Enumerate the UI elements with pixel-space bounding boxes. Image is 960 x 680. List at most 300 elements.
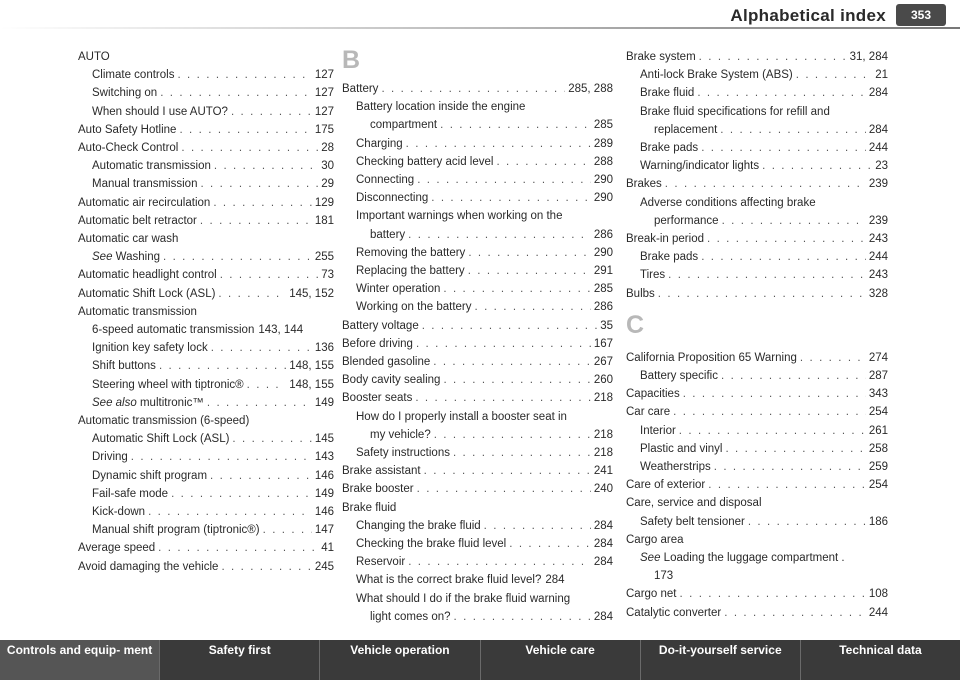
page-reference[interactable]: 286	[593, 301, 613, 314]
page-reference[interactable]: 145, 152	[289, 287, 334, 300]
page-reference[interactable]: 239	[868, 178, 888, 191]
index-entry	[626, 494, 888, 512]
dot-leader	[415, 389, 590, 407]
index-entry	[342, 298, 613, 316]
dot-leader	[210, 467, 312, 485]
page-reference[interactable]: 149	[314, 487, 334, 500]
index-entry	[78, 175, 334, 193]
page-reference[interactable]: 218	[593, 392, 613, 405]
index-entry-term: Automatic Shift Lock (ASL)	[78, 287, 216, 300]
index-column-3	[626, 48, 888, 622]
dot-leader	[231, 103, 312, 121]
page-reference[interactable]: 129	[314, 196, 334, 209]
index-entry-term: Battery voltage	[342, 319, 419, 332]
index-entry-term: How do I properly install a booster seat in	[356, 410, 567, 423]
index-entry	[78, 266, 334, 284]
index-entry-term: replacement	[654, 123, 718, 136]
index-entry	[78, 84, 334, 102]
page-reference[interactable]: 290	[593, 246, 613, 259]
page-reference[interactable]: 284	[868, 123, 888, 136]
index-entry-term: Tires	[640, 269, 666, 282]
page-reference[interactable]: 288	[593, 155, 613, 168]
index-entry	[342, 426, 613, 444]
page-reference[interactable]: 284	[593, 556, 613, 569]
index-list	[626, 349, 888, 622]
section-letter-c: C	[626, 310, 645, 339]
page-reference[interactable]: 241	[593, 465, 613, 478]
see-target: Washing	[115, 251, 160, 264]
dot-leader	[424, 462, 591, 480]
index-column-1	[78, 48, 334, 576]
page-reference[interactable]: 260	[593, 374, 613, 387]
index-entry-term: Kick-down	[92, 506, 146, 519]
page-reference[interactable]: 255	[314, 251, 334, 264]
page-reference[interactable]: 218	[593, 428, 613, 441]
index-entry	[626, 440, 888, 458]
page-reference[interactable]: 285	[593, 119, 613, 132]
page-reference[interactable]: 289	[593, 137, 613, 150]
index-entry	[342, 226, 613, 244]
index-entry-term: Capacities	[626, 388, 680, 401]
dot-leader	[484, 517, 591, 535]
index-entry	[342, 480, 613, 498]
index-entry-term: Manual transmission	[92, 178, 198, 191]
dot-leader	[408, 553, 591, 571]
index-entry-term: Safety instructions	[356, 447, 450, 460]
dot-leader	[673, 403, 866, 421]
index-entry-term: Cargo net	[626, 588, 677, 601]
index-entry-term: Winter operation	[356, 283, 441, 296]
dot-leader	[422, 317, 597, 335]
page-reference[interactable]: 284	[868, 87, 888, 100]
index-entry-term: Before driving	[342, 337, 413, 350]
index-entry-term: Automatic headlight control	[78, 269, 217, 282]
index-entry-term: Automatic transmission	[78, 305, 197, 318]
index-entry-term: When should I use AUTO?	[92, 105, 228, 118]
page-number-badge: 353	[896, 4, 946, 26]
page-reference[interactable]: 290	[593, 174, 613, 187]
index-entry	[78, 157, 334, 175]
dot-leader	[708, 476, 866, 494]
index-entry	[626, 103, 888, 121]
dot-leader	[800, 349, 866, 367]
index-entry	[342, 280, 613, 298]
dot-leader	[232, 430, 311, 448]
page-reference[interactable]: 274	[868, 351, 888, 364]
index-entry-term: Connecting	[356, 174, 415, 187]
dot-leader	[433, 353, 591, 371]
header-divider	[0, 27, 960, 29]
footer-tab-care[interactable]: Vehicle care	[481, 640, 641, 680]
index-entry	[78, 194, 334, 212]
index-entry	[342, 371, 613, 389]
page-reference[interactable]: 21	[875, 69, 888, 82]
dot-leader	[221, 558, 311, 576]
index-entry-term: Driving	[92, 451, 128, 464]
index-entry	[342, 408, 613, 426]
index-entry	[78, 285, 334, 303]
index-entry-term: Manual shift program (tiptronic®)	[92, 524, 260, 537]
page-reference[interactable]: 291	[593, 265, 613, 278]
index-entry-term: Checking the brake fluid level	[356, 538, 507, 551]
dot-leader	[468, 244, 591, 262]
dot-leader	[701, 139, 866, 157]
dot-leader	[417, 480, 591, 498]
dot-leader	[381, 80, 565, 98]
page-reference[interactable]: 284	[593, 519, 613, 532]
index-entry-term: Working on the battery	[356, 301, 472, 314]
index-entry-term: Checking battery acid level	[356, 155, 494, 168]
index-entry-term: Switching on	[92, 87, 158, 100]
index-entry	[342, 317, 613, 335]
index-entry-term: Ignition key safety lock	[92, 342, 208, 355]
index-entry-term: Automatic belt retractor	[78, 214, 197, 227]
index-entry	[626, 367, 888, 385]
index-entry-term: Fail-safe mode	[92, 487, 169, 500]
dot-leader	[725, 440, 865, 458]
index-entry	[78, 430, 334, 448]
index-entry	[78, 357, 334, 375]
page-reference[interactable]: 290	[593, 192, 613, 205]
see-target: multitronic™	[139, 396, 204, 409]
dot-leader	[748, 513, 866, 531]
index-entry	[626, 403, 888, 421]
index-entry-term: Anti-lock Brake System (ABS)	[640, 69, 793, 82]
see-reference: See	[92, 251, 113, 264]
index-entry	[626, 48, 888, 66]
dot-leader	[475, 298, 591, 316]
page-reference[interactable]: 186	[868, 515, 888, 528]
page-reference[interactable]: 240	[593, 483, 613, 496]
index-entry	[626, 66, 888, 84]
page-reference[interactable]: 239	[868, 214, 888, 227]
index-entry-term: Brake booster	[342, 483, 414, 496]
dot-leader	[720, 121, 866, 139]
dot-leader	[160, 84, 312, 102]
page-reference[interactable]: 181	[314, 214, 334, 227]
page-reference[interactable]: 23	[875, 160, 888, 173]
dot-leader	[218, 285, 286, 303]
index-entry-term: Auto Safety Hotline	[78, 123, 177, 136]
page-reference[interactable]: 31, 284	[849, 51, 888, 63]
index-entry	[78, 467, 334, 485]
page-reference[interactable]: 284	[545, 574, 565, 587]
index-entry	[342, 499, 613, 517]
index-list	[78, 48, 334, 576]
page-reference[interactable]: 35	[600, 319, 613, 332]
dot-leader	[443, 371, 590, 389]
page-reference[interactable]: 41	[321, 542, 334, 555]
dot-leader	[159, 357, 286, 375]
page-reference[interactable]: 148, 155	[289, 378, 334, 391]
page-reference[interactable]: 287	[868, 370, 888, 383]
page-reference[interactable]: 29	[321, 178, 334, 191]
index-entry	[78, 66, 334, 84]
index-entry	[342, 353, 613, 371]
index-entry	[342, 590, 613, 608]
index-entry-term: 6-speed automatic transmission	[92, 324, 255, 337]
see-reference: See also	[92, 396, 137, 409]
index-entry	[626, 84, 888, 102]
index-entry	[78, 448, 334, 466]
index-entry	[342, 116, 613, 134]
dot-leader	[699, 48, 847, 66]
index-entry	[626, 285, 888, 303]
index-entry	[342, 571, 613, 589]
index-entry-term: Climate controls	[92, 69, 175, 82]
page-reference[interactable]: 254	[868, 479, 888, 492]
index-entry-term: Battery location inside the engine	[356, 101, 526, 114]
index-entry-term: Weatherstrips	[640, 461, 711, 474]
dot-leader	[665, 175, 866, 193]
index-entry	[626, 476, 888, 494]
index-entry	[342, 171, 613, 189]
page-reference[interactable]: 73	[321, 269, 334, 282]
page-reference[interactable]: 167	[593, 337, 613, 350]
index-entry-term: Removing the battery	[356, 246, 466, 259]
index-entry	[626, 604, 888, 622]
index-entry-term: Body cavity sealing	[342, 374, 441, 387]
dot-leader	[440, 116, 591, 134]
page-reference[interactable]: 261	[868, 424, 888, 437]
dot-leader	[454, 608, 591, 626]
footer-tab-operation[interactable]: Vehicle operation	[320, 640, 480, 680]
index-entry	[626, 157, 888, 175]
index-entry	[78, 558, 334, 576]
index-entry	[626, 139, 888, 157]
index-entry-term: Break-in period	[626, 233, 704, 246]
page-reference[interactable]: 285, 288	[568, 83, 613, 95]
dot-leader	[724, 604, 866, 622]
page-reference[interactable]: 258	[868, 442, 888, 455]
index-entry	[78, 412, 334, 430]
page-reference[interactable]: 143, 144	[258, 324, 304, 337]
page-reference[interactable]: 30	[321, 160, 334, 173]
index-entry-term: Adverse conditions affecting brake	[640, 196, 816, 209]
page-reference[interactable]: 328	[868, 287, 888, 300]
page-reference[interactable]: 244	[868, 606, 888, 619]
index-entry	[626, 549, 888, 567]
index-entry-term: Charging	[356, 137, 403, 150]
index-entry	[626, 194, 888, 212]
index-entry	[626, 513, 888, 531]
index-entry	[626, 266, 888, 284]
index-entry-term: Dynamic shift program	[92, 469, 208, 482]
dot-leader	[453, 444, 591, 462]
index-entry-term: Plastic and vinyl	[640, 442, 723, 455]
index-list	[626, 48, 888, 303]
index-entry-term: Brake fluid	[342, 501, 397, 514]
index-entry	[342, 262, 613, 280]
page-reference[interactable]: 146	[314, 469, 334, 482]
page-reference[interactable]: 243	[868, 233, 888, 246]
index-list	[342, 80, 613, 626]
index-entry	[78, 48, 334, 66]
page-reference[interactable]: 147	[314, 524, 334, 537]
dot-leader	[509, 535, 591, 553]
page-reference[interactable]: 259	[868, 461, 888, 474]
dot-leader	[721, 367, 866, 385]
page-reference[interactable]: 136	[314, 342, 334, 355]
index-entry-term: Care of exterior	[626, 479, 706, 492]
page-reference[interactable]: 127	[314, 69, 334, 82]
dot-leader	[207, 394, 312, 412]
index-entry	[342, 189, 613, 207]
index-entry-term: battery	[370, 228, 406, 241]
index-entry	[78, 139, 334, 157]
index-entry-term: Automatic car wash	[78, 233, 179, 246]
index-entry	[78, 321, 334, 339]
see-target: Loading the luggage compartment .	[663, 552, 845, 565]
page-reference[interactable]: 284	[593, 610, 613, 623]
index-entry	[342, 462, 613, 480]
dot-leader	[148, 503, 312, 521]
index-entry	[78, 103, 334, 121]
dot-leader	[668, 266, 866, 284]
index-entry	[342, 535, 613, 553]
page-reference[interactable]: 146	[314, 506, 334, 519]
page-reference[interactable]: 244	[868, 142, 888, 155]
page-reference[interactable]: 28	[321, 142, 334, 155]
page-reference[interactable]: 145	[314, 433, 334, 446]
index-entry	[78, 394, 334, 412]
page-reference[interactable]: 254	[868, 406, 888, 419]
page-title: Alphabetical index	[730, 6, 886, 25]
index-entry-term: Blended gasoline	[342, 356, 431, 369]
index-entry-term: Shift buttons	[92, 360, 156, 373]
dot-leader	[434, 426, 591, 444]
index-entry-term: Brake system	[626, 51, 696, 63]
page-reference[interactable]: 148, 155	[289, 360, 334, 373]
dot-leader	[179, 121, 311, 139]
dot-leader	[416, 335, 591, 353]
index-entry-term: Brakes	[626, 178, 662, 191]
dot-leader	[417, 171, 591, 189]
index-entry	[78, 248, 334, 266]
dot-leader	[171, 485, 312, 503]
index-entry-term: Safety belt tensioner	[640, 515, 745, 528]
footer-tab-controls[interactable]: Controls and equip- ment	[0, 640, 160, 680]
index-entry-term: Steering wheel with tiptronic®	[92, 378, 244, 391]
index-entry	[626, 212, 888, 230]
index-entry-term: What should I do if the brake fluid warning	[356, 592, 571, 605]
index-entry	[342, 608, 613, 626]
page-reference[interactable]: 127	[314, 105, 334, 118]
page-reference[interactable]: 108	[868, 588, 888, 601]
index-entry	[78, 503, 334, 521]
footer-tab-safety[interactable]: Safety first	[160, 640, 320, 680]
index-entry-term	[92, 248, 160, 266]
index-entry-term: Bulbs	[626, 287, 655, 300]
page-reference[interactable]: 245	[314, 560, 334, 573]
index-entry-term: Average speed	[78, 542, 156, 555]
index-entry-term: Reservoir	[356, 556, 406, 569]
dot-leader	[263, 521, 312, 539]
index-entry-term: What is the correct brake fluid level?	[356, 574, 542, 587]
dot-leader	[496, 153, 590, 171]
index-entry	[626, 567, 888, 585]
dot-leader	[443, 280, 590, 298]
page-reference[interactable]: 175	[314, 123, 334, 136]
index-entry	[342, 80, 613, 98]
index-entry-term: Disconnecting	[356, 192, 429, 205]
index-entry	[78, 339, 334, 357]
dot-leader	[707, 230, 866, 248]
index-entry-term: performance	[654, 214, 719, 227]
dot-leader	[158, 539, 318, 557]
dot-leader	[211, 339, 312, 357]
index-entry-term	[640, 552, 845, 564]
index-entry-term: Care, service and disposal	[626, 497, 762, 510]
page-reference[interactable]: 127	[314, 87, 334, 100]
index-entry-term: my vehicle?	[370, 428, 431, 441]
page-reference[interactable]: 285	[593, 283, 613, 296]
dot-leader	[220, 266, 318, 284]
page-reference[interactable]: 243	[868, 269, 888, 282]
index-entry	[626, 585, 888, 603]
index-entry-term: Important warnings when working on the	[356, 210, 563, 223]
index-entry-term: Interior	[640, 424, 676, 437]
page-reference[interactable]: 343	[868, 388, 888, 401]
dot-leader	[683, 385, 866, 403]
dot-leader	[796, 66, 872, 84]
dot-leader	[658, 285, 866, 303]
dot-leader	[200, 212, 312, 230]
index-entry	[342, 444, 613, 462]
page-reference[interactable]: 286	[593, 228, 613, 241]
index-entry-term: Automatic transmission	[92, 160, 211, 173]
index-entry-term: Brake fluid specifications for refill and	[640, 105, 830, 118]
index-entry-term: Catalytic converter	[626, 606, 722, 619]
page-reference[interactable]: 218	[593, 447, 613, 460]
page-reference[interactable]: 149	[314, 396, 334, 409]
index-entry-term: Brake assistant	[342, 465, 421, 478]
index-entry-term: Replacing the battery	[356, 265, 465, 278]
index-entry-term: Auto-Check Control	[78, 142, 179, 155]
index-entry-term: Automatic Shift Lock (ASL)	[92, 433, 230, 446]
page-reference[interactable]: 244	[868, 251, 888, 264]
page-reference[interactable]: 267	[593, 356, 613, 369]
index-entry	[342, 135, 613, 153]
dot-leader	[714, 458, 866, 476]
index-entry-term: AUTO	[78, 51, 110, 63]
index-entry	[78, 376, 334, 394]
dot-leader	[697, 84, 865, 102]
footer-tab-technical[interactable]: Technical data	[839, 643, 922, 657]
index-entry	[626, 248, 888, 266]
page-reference[interactable]: 143	[314, 451, 334, 464]
index-entry	[78, 303, 334, 321]
index-entry	[342, 517, 613, 535]
index-entry-term: Car care	[626, 406, 671, 419]
page-reference[interactable]: 284	[593, 538, 613, 551]
index-entry-term: 173	[654, 570, 674, 583]
dot-leader	[247, 376, 287, 394]
index-entry-term: Automatic transmission (6-speed)	[78, 415, 250, 428]
index-entry	[626, 349, 888, 367]
index-entry	[342, 153, 613, 171]
index-entry	[342, 553, 613, 571]
index-entry	[342, 244, 613, 262]
dot-leader	[213, 194, 312, 212]
index-entry-term: compartment	[370, 119, 438, 132]
dot-leader	[408, 226, 591, 244]
footer-tab-diy[interactable]: Do-it-yourself service	[641, 640, 801, 680]
see-reference: See	[640, 552, 661, 565]
index-entry-term	[92, 394, 204, 412]
index-entry	[626, 531, 888, 549]
dot-leader	[406, 135, 591, 153]
